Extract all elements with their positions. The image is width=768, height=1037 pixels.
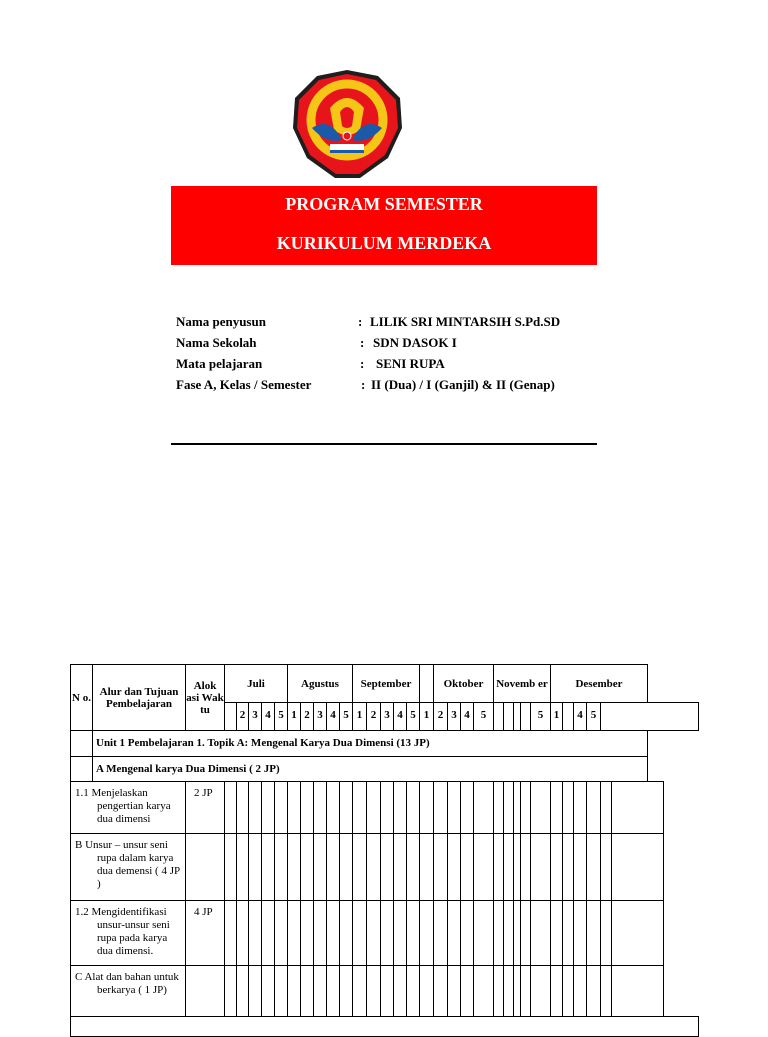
week-cell	[380, 833, 394, 901]
week-cell	[447, 900, 461, 966]
objective-number: B	[75, 839, 86, 851]
objective-text: Alat dan bahan untuk berkarya ( 1 JP)	[84, 971, 179, 996]
week-cell	[366, 965, 381, 1017]
title-line-1: PROGRAM SEMESTER	[285, 194, 483, 214]
week-cell	[611, 965, 664, 1017]
week-cell	[586, 900, 601, 966]
unit-row: Unit 1 Pembelajaran 1. Topik A: Mengenal Karya Dua Dimensi (13 JP)	[92, 730, 648, 757]
week-cell	[261, 965, 275, 1017]
header-week: 5	[530, 702, 551, 731]
week-cell	[313, 965, 327, 1017]
header-week: 1	[550, 702, 563, 731]
week-cell	[248, 965, 262, 1017]
week-cell	[326, 833, 340, 901]
header-week: 4	[460, 702, 474, 731]
row-learning-objective	[70, 965, 186, 1017]
header-week: 1	[287, 702, 301, 731]
header-week: 5	[586, 702, 601, 731]
week-cell	[339, 833, 353, 901]
row-learning-objective	[70, 900, 186, 966]
header-week: 3	[447, 702, 461, 731]
week-cell	[447, 965, 461, 1017]
week-cell	[339, 965, 353, 1017]
week-cell	[313, 833, 327, 901]
week-cell	[530, 833, 551, 901]
week-cell	[326, 965, 340, 1017]
objective-number: C	[75, 971, 85, 983]
week-cell	[406, 900, 420, 966]
header-week: 3	[380, 702, 394, 731]
week-cell	[300, 781, 314, 834]
week-cell	[611, 900, 664, 966]
row-jp	[185, 965, 225, 1017]
week-cell	[573, 900, 587, 966]
week-cell	[433, 781, 448, 834]
header-month: Desember	[550, 664, 648, 703]
header-month: Oktober	[433, 664, 494, 703]
week-cell	[406, 781, 420, 834]
section-row: A Mengenal karya Dua Dimensi ( 2 JP)	[92, 756, 648, 782]
row-jp: 2 JP	[185, 781, 225, 834]
header-month	[419, 664, 434, 703]
week-cell	[586, 965, 601, 1017]
header-week: 5	[339, 702, 353, 731]
week-cell	[300, 965, 314, 1017]
week-cell	[274, 781, 288, 834]
week-cell	[287, 900, 301, 966]
info-label: Fase A, Kelas / Semester	[176, 377, 312, 392]
week-cell	[352, 781, 367, 834]
info-colon: :	[360, 356, 365, 371]
week-cell	[406, 965, 420, 1017]
header-week: 1	[352, 702, 367, 731]
header-week: 2	[236, 702, 249, 731]
week-cell	[393, 965, 407, 1017]
row-jp	[185, 833, 225, 901]
week-cell	[473, 781, 494, 834]
week-cell	[573, 965, 587, 1017]
week-cell	[433, 900, 448, 966]
week-cell	[530, 965, 551, 1017]
header-alur-tujuan: Alur dan Tujuan Pembelajaran	[92, 664, 186, 731]
week-cell	[300, 833, 314, 901]
table-row-continued	[70, 1016, 699, 1037]
header-week: 1	[419, 702, 434, 731]
week-cell	[447, 833, 461, 901]
header-week: 2	[366, 702, 381, 731]
row-learning-objective	[70, 833, 186, 901]
week-cell	[339, 900, 353, 966]
week-cell	[287, 833, 301, 901]
objective-text: Menjelaskan pengertian karya dua dimensi	[91, 787, 171, 825]
header-week: 3	[248, 702, 262, 731]
week-cell	[261, 833, 275, 901]
week-cell	[393, 833, 407, 901]
header-week: 5	[473, 702, 494, 731]
info-value: SENI RUPA	[376, 356, 445, 371]
week-cell	[611, 781, 664, 834]
week-cell	[460, 965, 474, 1017]
objective-text: Unsur – unsur seni rupa dalam karya dua demensi ( 4 JP )	[85, 839, 180, 890]
info-label: Nama penyusun	[176, 314, 266, 329]
row-learning-objective	[70, 781, 186, 834]
week-cell	[326, 900, 340, 966]
week-cell	[366, 781, 381, 834]
objective-number: 1.1	[75, 787, 92, 799]
week-cell	[473, 965, 494, 1017]
header-month: September	[352, 664, 420, 703]
info-colon: :	[361, 377, 366, 392]
week-cell	[433, 833, 448, 901]
header-week: 3	[313, 702, 327, 731]
week-cell	[419, 965, 434, 1017]
week-cell	[352, 833, 367, 901]
objective-number: 1.2	[75, 906, 92, 918]
week-cell	[380, 781, 394, 834]
header-week: 4	[261, 702, 275, 731]
week-cell	[530, 900, 551, 966]
week-cell	[274, 900, 288, 966]
week-cell	[248, 781, 262, 834]
header-month: Novemb er	[493, 664, 551, 703]
row-no-cell	[70, 756, 93, 782]
week-cell	[460, 900, 474, 966]
week-cell	[366, 900, 381, 966]
header-week: 5	[274, 702, 288, 731]
week-cell	[352, 965, 367, 1017]
week-cell	[380, 900, 394, 966]
info-label: Nama Sekolah	[176, 335, 257, 350]
week-cell	[313, 781, 327, 834]
header-week: 5	[406, 702, 420, 731]
week-cell	[339, 781, 353, 834]
header-week: 4	[573, 702, 587, 731]
week-cell	[447, 781, 461, 834]
objective-text: Mengidentifikasi unsur-unsur seni rupa pada karya dua dimensi.	[91, 906, 170, 957]
header-week	[600, 702, 699, 731]
week-cell	[611, 833, 664, 901]
week-cell	[460, 833, 474, 901]
week-cell	[473, 833, 494, 901]
week-cell	[313, 900, 327, 966]
week-cell	[419, 781, 434, 834]
header-month: Agustus	[287, 664, 353, 703]
header-no: N o.	[70, 664, 93, 731]
week-cell	[406, 833, 420, 901]
week-cell	[380, 965, 394, 1017]
info-value: LILIK SRI MINTARSIH S.Pd.SD	[370, 314, 561, 329]
week-cell	[460, 781, 474, 834]
row-jp: 4 JP	[185, 900, 225, 966]
week-cell	[419, 900, 434, 966]
header-week: 4	[326, 702, 340, 731]
info-label: Mata pelajaran	[176, 356, 263, 371]
week-cell	[433, 965, 448, 1017]
week-cell	[530, 781, 551, 834]
header-week: 4	[393, 702, 407, 731]
week-cell	[586, 833, 601, 901]
week-cell	[248, 833, 262, 901]
row-no-cell	[70, 730, 93, 757]
week-cell	[366, 833, 381, 901]
week-cell	[326, 781, 340, 834]
week-cell	[393, 781, 407, 834]
week-cell	[573, 833, 587, 901]
info-colon: :	[358, 314, 363, 329]
week-cell	[573, 781, 587, 834]
week-cell	[287, 781, 301, 834]
week-cell	[261, 900, 275, 966]
info-colon: :	[360, 335, 365, 350]
info-value: SDN DASOK I	[373, 335, 457, 350]
header-week: 2	[433, 702, 448, 731]
week-cell	[248, 900, 262, 966]
week-cell	[419, 833, 434, 901]
week-cell	[274, 965, 288, 1017]
week-cell	[586, 781, 601, 834]
week-cell	[274, 833, 288, 901]
week-cell	[300, 900, 314, 966]
header-week: 2	[300, 702, 314, 731]
header-alokasi-waktu: Alok asi Wak tu	[185, 664, 225, 731]
week-cell	[261, 781, 275, 834]
week-cell	[393, 900, 407, 966]
week-cell	[287, 965, 301, 1017]
header-month: Juli	[224, 664, 288, 703]
info-value: II (Dua) / I (Ganjil) & II (Genap)	[371, 377, 555, 392]
title-line-2: KURIKULUM MERDEKA	[276, 233, 492, 253]
week-cell	[473, 900, 494, 966]
week-cell	[352, 900, 367, 966]
